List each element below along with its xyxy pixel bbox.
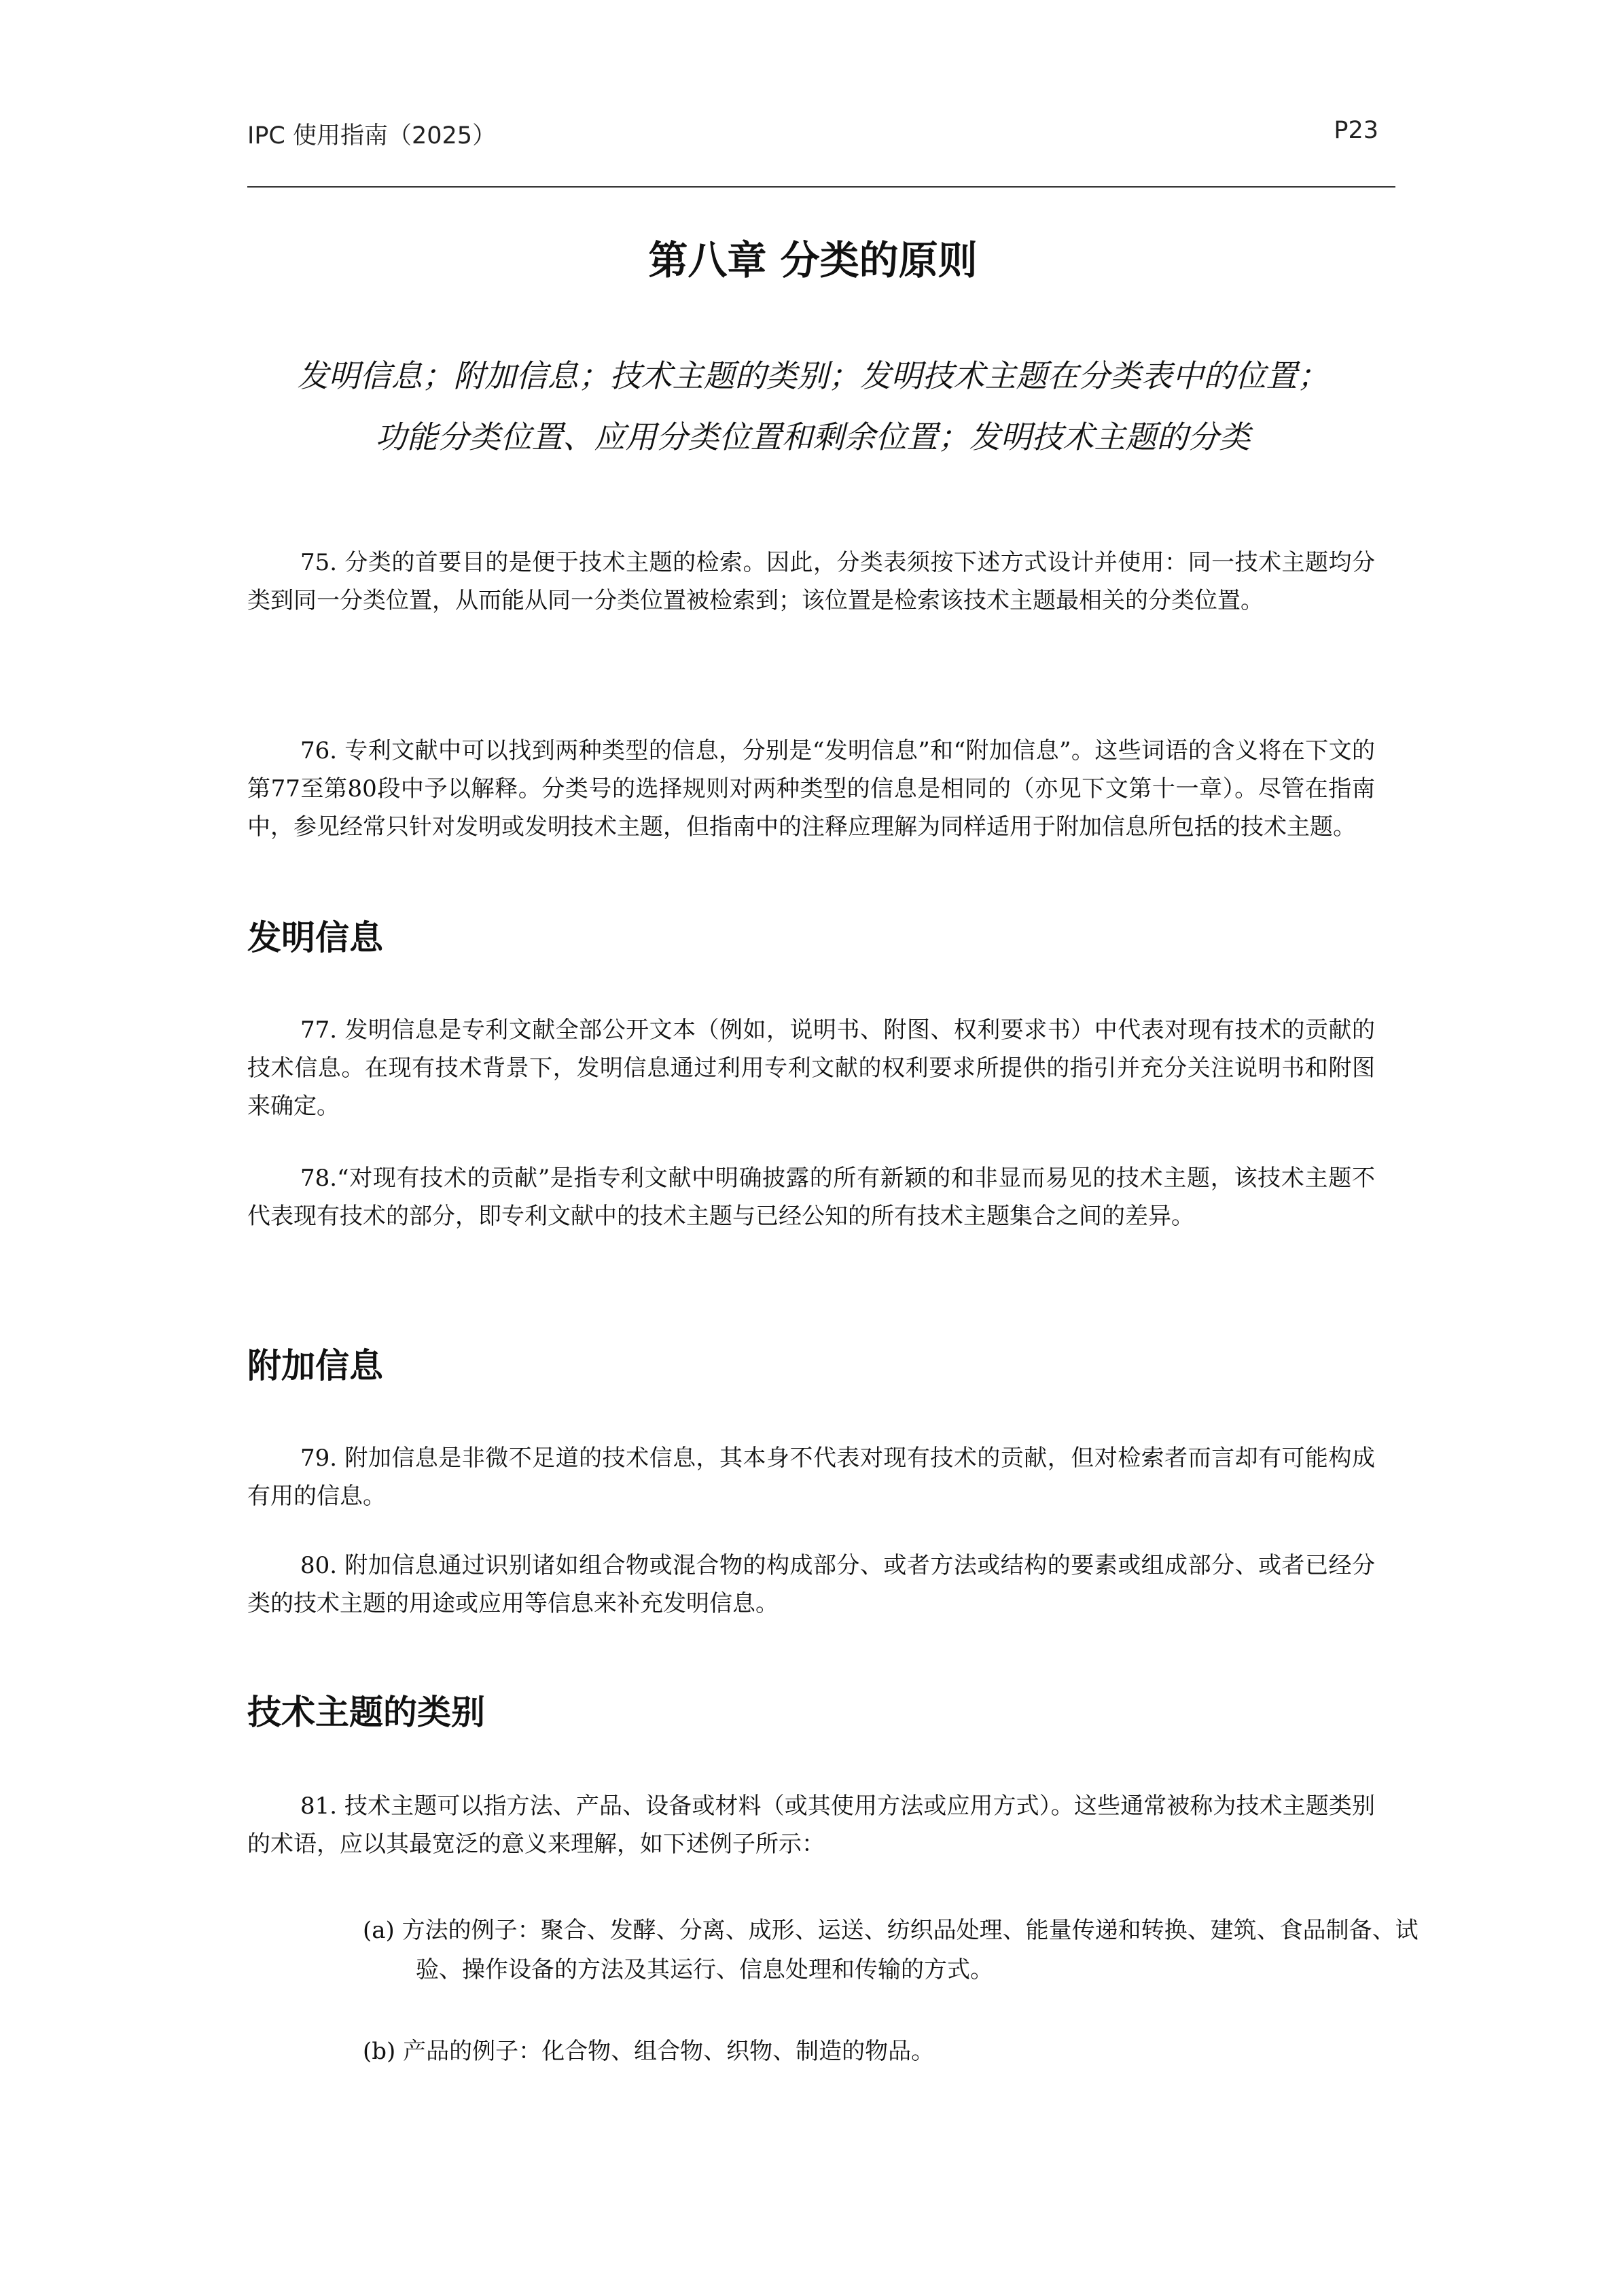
paragraph-77: 77. 发明信息是专利文献全部公开文本（例如，说明书、附图、权利要求书）中代表对现有技术的贡献的技术信息。在现有技术背景下，发明信息通过利用专利文献的权利要求所提供的指引并充分关注说明书和附图来确定。 xyxy=(247,1017,1375,1120)
paragraph-79: 79. 附加信息是非微不足道的技术信息，其本身不代表对现有技术的贡献，但对检索者而言却有可能构成有用的信息。 xyxy=(247,1445,1375,1510)
heading-additional-info: 附加信息 xyxy=(247,1346,383,1385)
header-title: IPC 使用指南（2025） xyxy=(247,122,497,149)
paragraph-80: 80. 附加信息通过识别诸如组合物或混合物的构成部分、或者方法或结构的要素或组成部分、或者已经分类的技术主题的用途或应用等信息来补充发明信息。 xyxy=(247,1552,1375,1617)
page-number: P23 xyxy=(1334,117,1378,144)
page-header xyxy=(247,117,1378,158)
chapter-subtitle-line-1: 发明信息；附加信息；技术主题的类别；发明技术主题在分类表中的位置； xyxy=(297,357,1329,394)
paragraph-78: 78.“对现有技术的贡献”是指专利文献中明确披露的所有新颖的和非显而易见的技术主题，该技术主题不代表现有技术的部分，即专利文献中的技术主题与已经公知的所有技术主题集合之间的差异。 xyxy=(247,1165,1375,1230)
paragraph-75: 75. 分类的首要目的是便于技术主题的检索。因此，分类表须按下述方式设计并使用：同一技术主题均分类到同一分类位置，从而能从同一分类位置被检索到；该位置是检索该技术主题最相关的分类位置。 xyxy=(247,549,1375,614)
heading-subject-categories: 技术主题的类别 xyxy=(247,1693,485,1732)
chapter-subtitle-line-2: 功能分类位置、应用分类位置和剩余位置；发明技术主题的分类 xyxy=(375,419,1251,455)
chapter-title: 第八章 分类的原则 xyxy=(648,237,978,283)
list-item-a: (a) 方法的例子：聚合、发酵、分离、成形、运送、纺织品处理、能量传递和转换、建筑、食品制备、试验、操作设备的方法及其运行、信息处理和传输的方式。 xyxy=(363,1917,1419,1983)
paragraph-76: 76. 专利文献中可以找到两种类型的信息，分别是“发明信息”和“附加信息”。这些词语的含义将在下文的第77至第80段中予以解释。分类号的选择规则对两种类型的信息是相同的（亦见下文第十一章）。尽管在指南中，参见经常只针对发明或发明技术主题，但指南中的注释应理解为同样适用于附加信息所包括的技术主题。 xyxy=(247,737,1375,841)
header-divider xyxy=(247,186,1395,188)
paragraph-81: 81. 技术主题可以指方法、产品、设备或材料（或其使用方法或应用方式）。这些通常被称为技术主题类别的术语，应以其最宽泛的意义来理解，如下述例子所示： xyxy=(247,1792,1375,1858)
heading-invention-info: 发明信息 xyxy=(247,918,383,957)
list-item-b: (b) 产品的例子：化合物、组合物、织物、制造的物品。 xyxy=(363,2038,935,2065)
